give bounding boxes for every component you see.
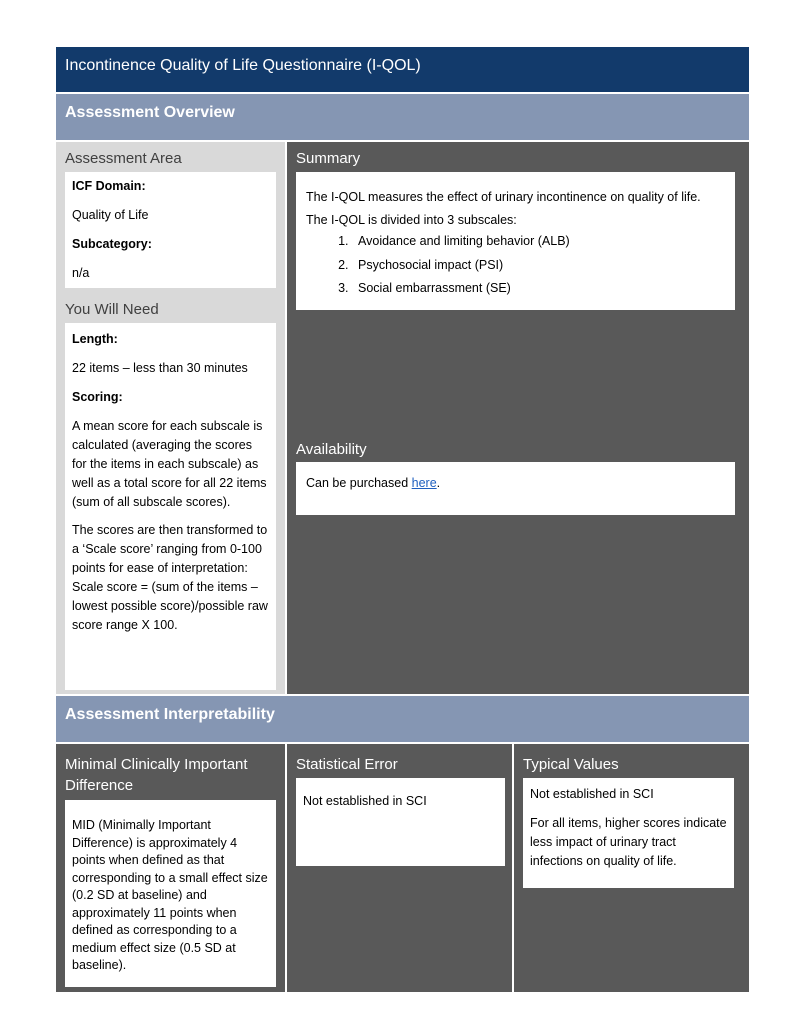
availability-text-end: . <box>436 476 441 490</box>
subcategory-value: n/a <box>72 266 90 280</box>
statistical-error-heading: Statistical Error <box>296 756 398 773</box>
statistical-error-panel <box>287 744 512 992</box>
assessment-overview-header <box>56 94 749 140</box>
summary-line-2: The I-QOL is divided into 3 subscales: <box>306 213 517 227</box>
assessment-overview-heading: Assessment Overview <box>65 104 235 121</box>
summary-box <box>296 172 735 310</box>
scoring-label: Scoring: <box>72 390 123 404</box>
typical-values-panel <box>514 744 749 992</box>
typical-values-line-2: For all items, higher scores indicate less impact of urinary tract infections on quality of life. <box>530 816 727 868</box>
mid-box <box>65 800 276 987</box>
typical-values-line-1: Not established in SCI <box>530 787 654 801</box>
typical-values-heading: Typical Values <box>523 756 619 773</box>
purchase-link[interactable]: here <box>411 476 437 490</box>
you-will-need-box <box>65 323 276 690</box>
availability-heading: Availability <box>296 441 367 458</box>
subscale-item: 2. Psychosocial impact (PSI) <box>352 254 725 278</box>
length-label: Length: <box>72 332 118 346</box>
summary-heading: Summary <box>296 150 361 167</box>
mid-panel <box>56 744 285 992</box>
mid-heading: Minimal Clinically Important Difference <box>65 756 248 794</box>
scoring-paragraph-2: The scores are then transformed to a ‘Scale score’ ranging from 0-100 points for ease of interpretation: Scale score = (sum of the items – lowest possible score)/possible raw score range X 100. <box>72 523 268 632</box>
assessment-interpretability-header <box>56 696 749 742</box>
assessment-area-heading: Assessment Area <box>65 150 182 167</box>
length-value: 22 items – less than 30 minutes <box>72 361 248 375</box>
summary-line-1: The I-QOL measures the effect of urinary incontinence on quality of life. <box>306 190 701 204</box>
subscale-item: 1. Avoidance and limiting behavior (ALB) <box>352 230 725 254</box>
statistical-error-text: Not established in SCI <box>303 794 427 808</box>
availability-box <box>296 462 735 515</box>
summary-panel <box>287 142 749 694</box>
document-title-text: Incontinence Quality of Life Questionnaire (I-QOL) <box>65 57 421 74</box>
icf-domain-value: Quality of Life <box>72 208 149 222</box>
subcategory-label: Subcategory: <box>72 237 152 251</box>
statistical-error-box <box>296 778 505 866</box>
subscale-list <box>306 230 725 301</box>
assessment-area-panel <box>56 142 285 694</box>
subscale-item: 3. Social embarrassment (SE) <box>352 277 725 301</box>
assessment-area-box <box>65 172 276 288</box>
you-will-need-heading: You Will Need <box>65 301 159 318</box>
mid-text: MID (Minimally Important Difference) is approximately 4 points when defined as that corresponding to a small effect size (0.2 SD at baseline) and approximately 11 points when defined as corresponding to a medium effect size (0.5 SD at baseline). <box>72 818 268 972</box>
icf-domain-label: ICF Domain: <box>72 179 146 193</box>
typical-values-box <box>523 778 734 888</box>
document-title <box>56 47 749 92</box>
scoring-paragraph-1: A mean score for each subscale is calculated (averaging the scores for the items in each subscale) as well as a total score for all 22 items (sum of all subscale scores). <box>72 419 267 509</box>
availability-text: Can be purchased <box>306 476 412 490</box>
assessment-interpretability-heading: Assessment Interpretability <box>65 706 275 723</box>
